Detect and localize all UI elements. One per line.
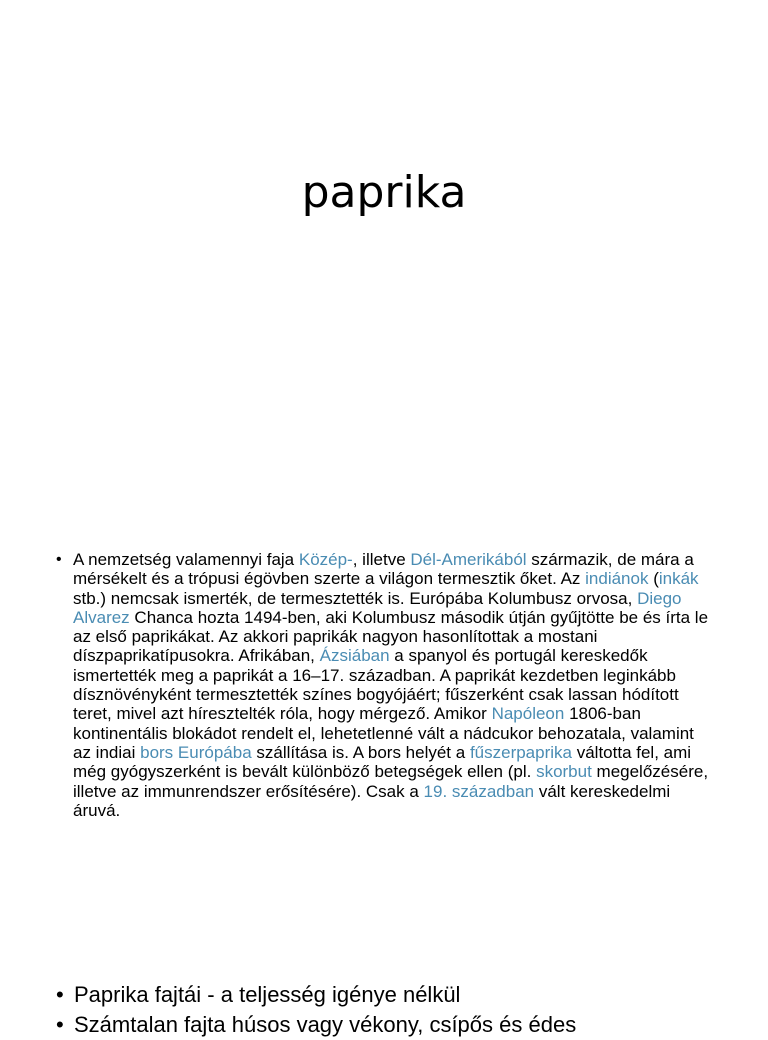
text-span: megelőzésére, illetve az immunrendszer erősítésére). Csak a bbox=[73, 762, 709, 801]
link-inkak[interactable]: inkák bbox=[658, 569, 699, 589]
link-skorbut[interactable]: skorbut bbox=[536, 762, 592, 782]
link-19-szazadban[interactable]: 19. században bbox=[423, 781, 535, 801]
text-span: vált kereskedelmi áruvá. bbox=[73, 781, 671, 820]
footer-item-text: Számtalan fajta húsos vagy vékony, csípős és édes bbox=[74, 1012, 577, 1037]
bullet-icon: • bbox=[56, 982, 64, 1007]
text-span: stb.) nemcsak ismerték, de termesztették is. Európába Kolumbusz orvosa, bbox=[73, 588, 638, 608]
text-span: a spanyol és portugál kereskedők ismertették meg a paprikát a 16–17. században. A paprikát kezdetben leginkább dísznövényként termesztették színes bogyójáért; fűszerként csak lassan hódított teret, mivel azt híresztelték róla, hogy mérgező. Amikor bbox=[73, 646, 679, 724]
link-napoleon[interactable]: Napóleon bbox=[491, 704, 565, 724]
slide-title: paprika bbox=[301, 167, 467, 218]
link-bors[interactable]: bors bbox=[140, 742, 174, 762]
text-span: 1806-ban kontinentális blokádot rendelt el, lehetetlenné vált a nádcukor behozatala, valamint az indiai bbox=[73, 704, 694, 762]
footer-item-text: Paprika fajtái - a teljesség igénye nélkül bbox=[74, 982, 461, 1007]
link-kozep[interactable]: Közép- bbox=[298, 550, 353, 569]
text-span: szállítása is. A bors helyét a bbox=[251, 742, 470, 762]
footer-bullet-list bbox=[56, 980, 756, 1040]
text-span: váltotta fel, ami még gyógyszerként is bevált különböző betegségek ellen (pl. bbox=[73, 742, 692, 782]
text-span: A nemzetség valamennyi faja bbox=[73, 550, 299, 569]
link-del-amerikabol[interactable]: Dél-Amerikából bbox=[410, 550, 527, 569]
link-diego-alvarez[interactable]: Diego Alvarez bbox=[73, 588, 682, 627]
link-europaba[interactable]: Európába bbox=[177, 742, 252, 762]
link-indianok[interactable]: indiánok bbox=[585, 569, 649, 589]
bullet-icon: • bbox=[56, 551, 62, 568]
link-azsiaban[interactable]: Ázsiában bbox=[319, 646, 390, 666]
body-bullet-item bbox=[56, 550, 716, 820]
text-span: , illetve bbox=[352, 550, 411, 569]
body-paragraph bbox=[73, 550, 708, 820]
bullet-icon: • bbox=[56, 1012, 64, 1037]
body-bullet-list bbox=[56, 550, 716, 820]
footer-bullet-item bbox=[56, 980, 756, 1010]
text-span: ( bbox=[648, 569, 659, 589]
text-span: származik, de mára a mérsékelt és a trópusi égövben szerte a világon termesztik őket. Az bbox=[73, 550, 694, 589]
footer-bullet-item bbox=[56, 1010, 756, 1040]
text-span: Chanca hozta 1494-ben, aki Kolumbusz második útján gyűjtötte be és írta le az első paprikákat. Az akkori paprikák nagyon hasonlítottak a mostani díszpaprikatípusokra. Afrikában, bbox=[73, 607, 709, 666]
link-fuszerpaprika[interactable]: fűszerpaprika bbox=[469, 742, 572, 762]
